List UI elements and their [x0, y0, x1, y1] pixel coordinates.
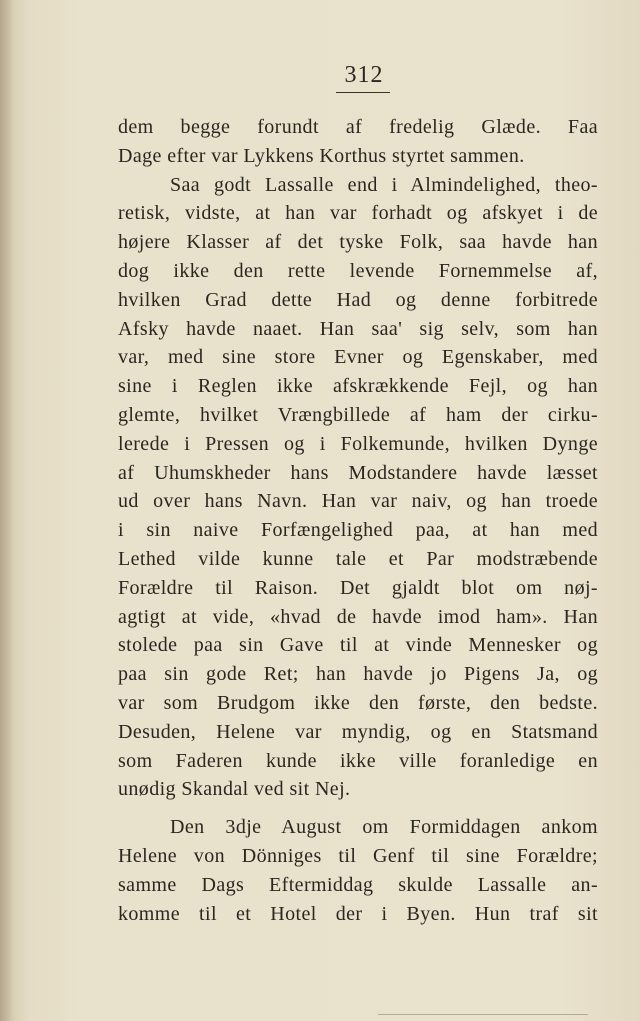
- text-line: agtigt at vide, «hvad de havde imod ham». Han: [118, 605, 598, 628]
- text-line: paa sin gode Ret; han havde jo Pigens Ja, og: [118, 663, 598, 686]
- text-line: Saa godt Lassalle end i Almindelighed, theo-: [170, 173, 598, 196]
- text-line: af Uhumskheder hans Modstandere havde læsset: [118, 461, 598, 484]
- text-line: var som Brudgom ikke den første, den bedste.: [118, 691, 598, 714]
- text-line: Den 3dje August om Formiddagen ankom: [170, 816, 598, 839]
- text-line: glemte, hvilket Vrængbillede af ham der cirku-: [118, 403, 598, 426]
- text-line: komme til et Hotel der i Byen. Hun traf sit: [118, 902, 598, 925]
- text-line: ud over hans Navn. Han var naiv, og han troede: [118, 490, 598, 513]
- text-line: Forældre til Raison. Det gjaldt blot om nøj-: [118, 576, 598, 599]
- text-line: højere Klasser af det tyske Folk, saa havde han: [118, 231, 598, 254]
- text-line: dog ikke den rette levende Fornemmelse af,: [118, 259, 598, 282]
- text-line: hvilken Grad dette Had og denne forbitrede: [118, 288, 598, 311]
- text-line: i sin naive Forfængelighed paa, at han med: [118, 519, 598, 542]
- text-line: samme Dags Eftermiddag skulde Lassalle an-: [118, 873, 598, 896]
- text-line: Dage efter var Lykkens Korthus styrtet sammen.: [118, 144, 525, 167]
- paragraph-gap: [118, 804, 598, 813]
- body-text: [118, 113, 598, 928]
- text-line: var, med sine store Evner og Egenskaber, med: [118, 346, 598, 369]
- page-gutter-shadow: [0, 0, 14, 1021]
- text-line: unødig Skandal ved sit Nej.: [118, 778, 351, 801]
- bottom-rule: [378, 1014, 588, 1015]
- text-line: lerede i Pressen og i Folkemunde, hvilken Dynge: [118, 432, 598, 455]
- page-number-rule: [336, 92, 390, 93]
- text-line: sine i Reglen ikke afskrækkende Fejl, og han: [118, 375, 598, 398]
- text-line: Helene von Dönniges til Genf til sine Forældre;: [118, 844, 598, 867]
- text-line: Lethed vilde kunne tale et Par modstræbende: [118, 547, 598, 570]
- text-line: retisk, vidste, at han var forhadt og afskyet i de: [118, 202, 598, 225]
- text-line: Desuden, Helene var myndig, og en Statsmand: [118, 720, 598, 743]
- text-line: som Faderen kunde ikke ville foranledige en: [118, 749, 598, 772]
- text-line: dem begge forundt af fredelig Glæde. Faa: [118, 116, 598, 138]
- text-line: stolede paa sin Gave til at vinde Mennesker og: [118, 634, 598, 657]
- text-line: Afsky havde naaet. Han saa' sig selv, som han: [118, 317, 598, 340]
- page-number: 312: [344, 62, 384, 88]
